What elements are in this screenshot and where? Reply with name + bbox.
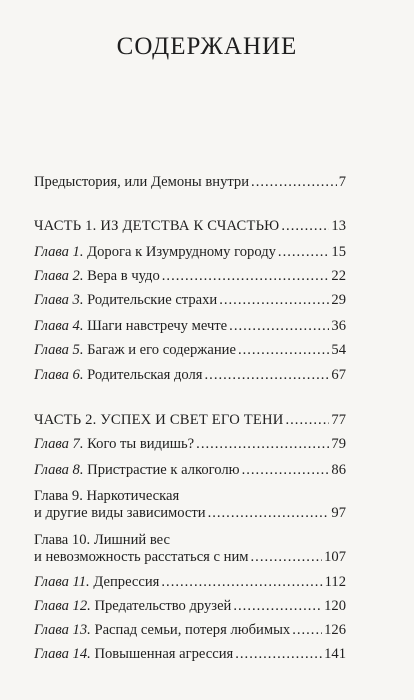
page-number: 97 xyxy=(331,505,346,521)
chapter-title: Распад семьи, потеря любимых xyxy=(94,622,291,638)
toc-entry-chapter-7 xyxy=(34,436,346,453)
page-number: 77 xyxy=(331,412,346,428)
entry-title xyxy=(34,318,227,335)
dot-leader xyxy=(196,436,329,453)
dot-leader xyxy=(208,505,330,522)
page-title: СОДЕРЖАНИЕ xyxy=(116,33,298,60)
chapter-label: Глава 3. xyxy=(34,292,84,308)
dot-leader xyxy=(161,574,322,591)
toc-entry-chapter-3 xyxy=(34,292,346,309)
dot-leader xyxy=(251,174,337,191)
entry-title: Предыстория, или Демоны внутри xyxy=(34,174,250,190)
page-number: 7 xyxy=(338,174,346,190)
chapter-title: Багаж и его содержание xyxy=(87,342,236,358)
entry-title xyxy=(34,268,160,285)
dot-leader xyxy=(233,598,322,615)
chapter-title: Наркотическая xyxy=(86,488,180,504)
page-number: 126 xyxy=(324,622,346,638)
chapter-title: Повышенная агрессия xyxy=(94,646,234,662)
dot-leader xyxy=(238,342,329,359)
entry-title xyxy=(34,574,159,591)
toc-entry-chapter-11 xyxy=(34,574,346,591)
chapter-title: Предательство друзей xyxy=(94,598,232,614)
page-number: 15 xyxy=(331,244,346,260)
page-number: 54 xyxy=(331,342,346,358)
toc-entry-chapter-4 xyxy=(34,318,346,335)
page-number: 79 xyxy=(331,436,346,452)
page-number: 112 xyxy=(324,574,346,590)
dot-leader xyxy=(219,292,329,309)
dot-leader xyxy=(292,622,322,639)
toc-entry-chapter-6 xyxy=(34,367,346,384)
dot-leader xyxy=(281,218,329,235)
toc-entry-chapter-1 xyxy=(34,244,346,261)
toc-entry-chapter-5 xyxy=(34,342,346,359)
chapter-label: Глава 6. xyxy=(34,367,84,383)
dot-leader xyxy=(278,244,329,261)
dot-leader xyxy=(286,412,330,429)
toc-entry-part-1 xyxy=(34,218,346,235)
dot-leader xyxy=(251,549,323,566)
page-number: 86 xyxy=(331,462,346,478)
chapter-title: Шаги навстречу мечте xyxy=(87,318,228,334)
entry-continuation xyxy=(34,505,346,522)
toc-entry-chapter-10 xyxy=(34,532,346,566)
entry-title xyxy=(34,598,231,615)
toc-entry-chapter-12 xyxy=(34,598,346,615)
dot-leader xyxy=(205,367,330,384)
toc-entry-chapter-13 xyxy=(34,622,346,639)
entry-title xyxy=(34,367,203,384)
dot-leader xyxy=(242,462,330,479)
toc-entry-part-2 xyxy=(34,412,346,429)
chapter-label: Глава 12. xyxy=(34,598,91,614)
dot-leader xyxy=(235,646,322,663)
entry-title xyxy=(34,244,276,261)
chapter-title-line2: и другие виды зависимости xyxy=(34,505,206,521)
toc-entry-chapter-14 xyxy=(34,646,346,663)
page-number: 22 xyxy=(331,268,346,284)
toc-entry-prologue xyxy=(34,174,346,191)
page-number: 120 xyxy=(324,598,346,614)
entry-title xyxy=(34,462,240,479)
chapter-label: Глава 14. xyxy=(34,646,91,662)
chapter-title: Вера в чудо xyxy=(87,268,160,284)
chapter-label: Глава 4. xyxy=(34,318,84,334)
entry-title xyxy=(34,646,233,663)
chapter-title: Кого ты видишь? xyxy=(87,436,195,452)
chapter-label: Глава 1. xyxy=(34,244,84,260)
page-number: 36 xyxy=(331,318,346,334)
part-title: ЧАСТЬ 2. УСПЕХ И СВЕТ ЕГО ТЕНИ xyxy=(34,412,284,428)
entry-title xyxy=(34,436,194,453)
dot-leader xyxy=(229,318,329,335)
chapter-title: Родительские страхи xyxy=(87,292,218,308)
chapter-title: Дорога к Изумрудному городу xyxy=(87,244,276,260)
page-number: 67 xyxy=(331,367,346,383)
chapter-label: Глава 2. xyxy=(34,268,84,284)
page-number: 107 xyxy=(324,549,346,565)
entry-title xyxy=(34,488,179,505)
entry-title xyxy=(34,342,236,359)
chapter-label: Глава 11. xyxy=(34,574,90,590)
chapter-label: Глава 5. xyxy=(34,342,84,358)
page-number: 141 xyxy=(324,646,346,662)
chapter-label: Глава 9. xyxy=(34,488,83,504)
chapter-label: Глава 10. xyxy=(34,532,91,548)
chapter-title: Депрессия xyxy=(93,574,160,590)
chapter-title: Пристрастие к алкоголю xyxy=(87,462,240,478)
entry-title xyxy=(34,532,170,549)
chapter-label: Глава 13. xyxy=(34,622,91,638)
chapter-label: Глава 8. xyxy=(34,462,84,478)
entry-title xyxy=(34,622,290,639)
toc-entry-chapter-8 xyxy=(34,462,346,479)
part-title: ЧАСТЬ 1. ИЗ ДЕТСТВА К СЧАСТЬЮ xyxy=(34,218,280,234)
entry-continuation xyxy=(34,549,346,566)
toc-entry-chapter-9 xyxy=(34,488,346,522)
toc-entry-chapter-2 xyxy=(34,268,346,285)
page-number: 29 xyxy=(331,292,346,308)
chapter-label: Глава 7. xyxy=(34,436,84,452)
page-number: 13 xyxy=(331,218,346,234)
chapter-title-line2: и невозможность расстаться с ним xyxy=(34,549,249,565)
entry-title xyxy=(34,292,217,309)
dot-leader xyxy=(162,268,330,285)
chapter-title: Лишний вес xyxy=(93,532,170,548)
chapter-title: Родительская доля xyxy=(87,367,203,383)
